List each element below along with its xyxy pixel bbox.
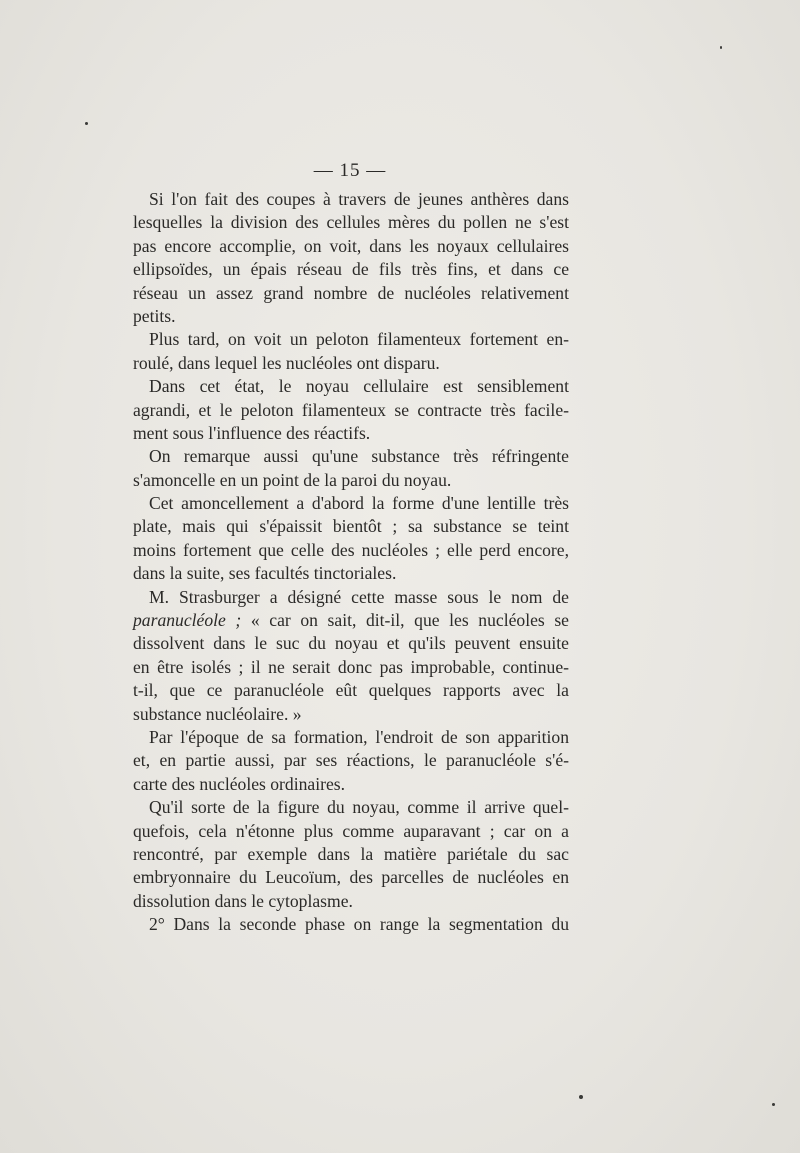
- text-line: Dans cet état, le noyau cellulaire est sensiblement: [149, 376, 569, 397]
- scan-speck: [720, 46, 722, 49]
- scan-speck: [579, 1095, 583, 1099]
- italic-term: paranucléole ;: [133, 610, 242, 631]
- text-line: substance nucléolaire. »: [133, 703, 302, 724]
- text-line: ellipsoïdes, un épais réseau de fils très fins, et dans ce: [133, 259, 569, 280]
- text-segment: « car on sait, dit-il, que les nucléoles se: [250, 610, 569, 631]
- text-line: s'amoncelle en un point de la paroi du noyau.: [133, 469, 452, 490]
- text-line: dissolution dans le cytoplasme.: [133, 890, 353, 911]
- text-line: quefois, cela n'étonne plus comme auparavant ; car on a: [133, 820, 569, 841]
- scan-speck: [772, 1103, 775, 1106]
- text-line: et, en partie aussi, par ses réactions, le paranucléole s'é-: [133, 750, 569, 771]
- text-line: pas encore accomplie, on voit, dans les noyaux cellulaires: [133, 235, 569, 256]
- text-line: Plus tard, on voit un peloton filamenteux fortement en-: [149, 329, 569, 350]
- text-line: en être isolés ; il ne serait donc pas improbable, continue-: [133, 656, 569, 677]
- text-line: Qu'il sorte de la figure du noyau, comme il arrive quel-: [149, 797, 569, 818]
- text-line: petits.: [133, 305, 176, 326]
- page-number: — 15 —: [313, 160, 387, 181]
- text-line: agrandi, et le peloton filamenteux se contracte très facile-: [133, 399, 569, 420]
- scan-speck: [85, 122, 88, 125]
- text-line: rencontré, par exemple dans la matière pariétale du sac: [133, 843, 569, 864]
- text-line: ment sous l'influence des réactifs.: [133, 422, 371, 443]
- text-line: lesquelles la division des cellules mères du pollen ne s'est: [133, 212, 569, 233]
- text-line: t-il, que ce paranucléole eût quelques rapports avec la: [133, 680, 569, 701]
- text-line: roulé, dans lequel les nucléoles ont disparu.: [133, 352, 440, 373]
- text-line: Cet amoncellement a d'abord la forme d'une lentille très: [149, 493, 569, 514]
- text-line: dissolvent dans le suc du noyau et qu'ils peuvent ensuite: [133, 633, 569, 654]
- text-line: dans la suite, ses facultés tinctoriales.: [133, 563, 397, 584]
- text-line: plate, mais qui s'épaissit bientôt ; sa substance se teint: [133, 516, 569, 537]
- text-line: réseau un assez grand nombre de nucléoles relativement: [133, 282, 569, 303]
- text-line: Par l'époque de sa formation, l'endroit de son apparition: [149, 726, 569, 747]
- text-line: On remarque aussi qu'une substance très réfringente: [149, 446, 569, 467]
- text-line: M. Strasburger a désigné cette masse sous le nom de: [149, 586, 569, 607]
- text-line-with-italic: [133, 609, 569, 632]
- body-text: [133, 188, 569, 937]
- text-line: 2° Dans la seconde phase on range la segmentation du: [149, 914, 569, 935]
- text-line: Si l'on fait des coupes à travers de jeunes anthères dans: [149, 189, 569, 209]
- text-line: carte des nucléoles ordinaires.: [133, 773, 346, 794]
- text-line: moins fortement que celle des nucléoles ; elle perd encore,: [133, 539, 569, 560]
- text-line: embryonnaire du Leucoïum, des parcelles de nucléoles en: [133, 867, 569, 888]
